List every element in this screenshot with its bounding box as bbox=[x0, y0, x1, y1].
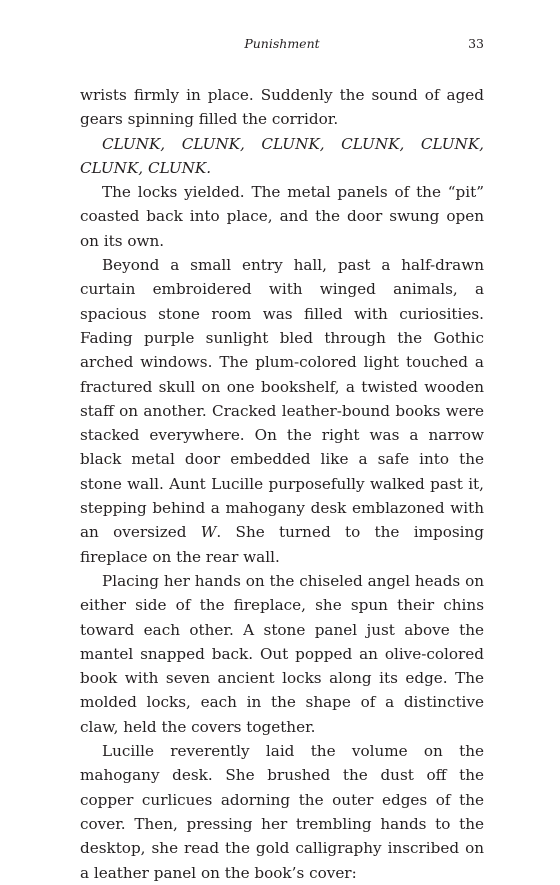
paragraph-text: Beyond a small entry hall, past a half-drawn curtain embroidered with winged animals, a spacious stone room was filled with curiosities. Fading purple sunlight bled through the Gothic arched windows. The plum-colored light touched a fractured skull on one bookshelf, a twisted wooden staff on another. Cracked leather-bound books were stacked everywhere. On the right was a narrow black metal door embedded like a safe into the stone wall. Aunt Lucille purposefully walked past it, stepping behind a mahogany desk emblazoned with an oversized bbox=[80, 256, 484, 542]
running-title: Punishment bbox=[244, 36, 320, 51]
body-text bbox=[80, 83, 484, 885]
paragraph: Placing her hands on the chiseled angel heads on either side of the fireplace, she spun their chins toward each other. A stone panel just above the mantel snapped back. Out popped an olive-colored book with seven ancient locks along its edge. The molded locks, each in the shape of a distinctive claw, held the covers together. bbox=[80, 571, 484, 736]
paragraph-sound-effect: CLUNK, CLUNK, CLUNK, CLUNK, CLUNK, CLUNK, CLUNK. bbox=[80, 134, 484, 177]
paragraph-text: . She turned to the imposing fireplace on the rear wall. bbox=[80, 523, 484, 566]
paragraph-stone-room bbox=[80, 253, 484, 569]
paragraph: The locks yielded. The metal panels of the “pit” coasted back into place, and the door swung open on its own. bbox=[80, 183, 484, 250]
page-number: 33 bbox=[468, 36, 484, 51]
paragraph: Lucille reverently laid the volume on the mahogany desk. She brushed the dust off the copper curlicues adorning the outer edges of the cover. Then, pressing her trembling hands to the desktop, she read the gold calligraphy inscribed on a leather panel on the book’s cover: bbox=[80, 742, 484, 882]
running-head bbox=[80, 36, 484, 56]
paragraph-continued: wrists firmly in place. Suddenly the sound of aged gears spinning filled the corridor. bbox=[80, 86, 484, 129]
emblem-letter: W bbox=[200, 523, 217, 542]
